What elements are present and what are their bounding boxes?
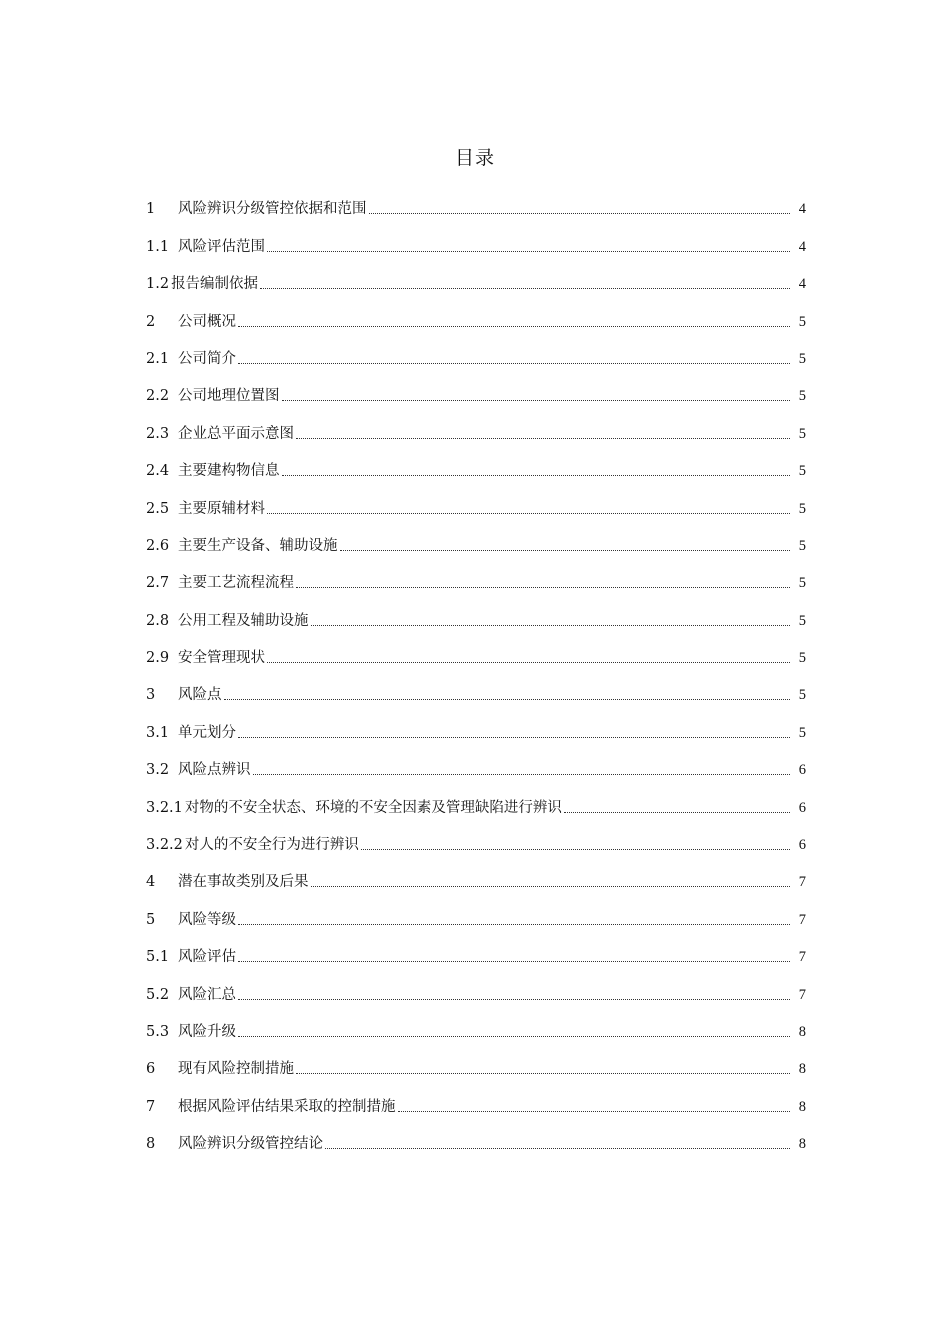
toc-dot-leader <box>238 961 790 962</box>
toc-entry-number: 2 <box>146 313 156 330</box>
toc-entry-title: 公用工程及辅助设施 <box>178 612 309 629</box>
toc-entry[interactable] <box>146 182 806 219</box>
toc-entry[interactable] <box>146 743 806 780</box>
toc-dot-leader <box>282 400 791 401</box>
toc-entry-page-number: 5 <box>798 313 806 330</box>
toc-entry[interactable] <box>146 892 806 929</box>
toc-entry-page-number: 4 <box>798 201 806 218</box>
toc-entry-page-number: 5 <box>798 463 806 480</box>
toc-entry-title: 根据风险评估结果采取的控制措施 <box>178 1098 396 1115</box>
page-title: 目录 <box>454 147 495 169</box>
toc-entry[interactable] <box>146 855 806 892</box>
toc-entry[interactable] <box>146 369 806 406</box>
toc-dot-leader <box>238 1036 790 1037</box>
toc-entry[interactable] <box>146 294 806 331</box>
toc-entry[interactable] <box>146 705 806 742</box>
toc-entry[interactable] <box>146 668 806 705</box>
toc-dot-leader <box>398 1111 791 1112</box>
toc-entry-number: 2.7 <box>146 575 170 592</box>
toc-entry-number: 5.3 <box>146 1023 170 1040</box>
toc-entry-title: 对人的不安全行为进行辨识 <box>184 837 359 854</box>
toc-entry-page-number: 5 <box>798 500 806 517</box>
toc-entry-page-number: 6 <box>798 837 806 854</box>
toc-entry-number: 5.2 <box>146 986 170 1003</box>
toc-entry[interactable] <box>146 444 806 481</box>
toc-dot-leader <box>296 438 790 439</box>
toc-dot-leader <box>267 662 790 663</box>
toc-entry-title: 风险升级 <box>178 1023 236 1040</box>
toc-entry-title: 风险点 <box>178 687 222 704</box>
toc-entry-title: 风险汇总 <box>178 986 236 1003</box>
toc-entry[interactable] <box>146 593 806 630</box>
toc-entry[interactable] <box>146 1042 806 1079</box>
toc-entry-page-number: 8 <box>798 1136 806 1153</box>
toc-entry-title: 单元划分 <box>178 724 236 741</box>
toc-dot-leader <box>311 625 791 626</box>
toc-entry-number: 2.2 <box>146 388 170 405</box>
toc-entry[interactable] <box>146 219 806 256</box>
toc-entry-page-number: 5 <box>798 350 806 367</box>
toc-entry-number: 1 <box>146 201 156 218</box>
toc-entry[interactable] <box>146 631 806 668</box>
toc-entry-title: 风险辨识分级管控依据和范围 <box>178 201 367 218</box>
toc-entry-number: 6 <box>146 1061 156 1078</box>
toc-entry-number: 2.8 <box>146 612 170 629</box>
toc-entry[interactable] <box>146 967 806 1004</box>
toc-dot-leader <box>224 699 791 700</box>
toc-entry-title: 企业总平面示意图 <box>178 425 294 442</box>
toc-dot-leader <box>238 924 790 925</box>
toc-entry-title: 公司地理位置图 <box>178 388 280 405</box>
toc-entry-title: 主要生产设备、辅助设施 <box>178 537 338 554</box>
toc-entry[interactable] <box>146 556 806 593</box>
toc-entry-page-number: 4 <box>798 276 806 293</box>
toc-dot-leader <box>238 326 790 327</box>
toc-entry-page-number: 6 <box>798 762 806 779</box>
toc-entry-title: 主要建构物信息 <box>178 463 280 480</box>
toc-entry-page-number: 8 <box>798 1061 806 1078</box>
toc-entry-number: 5 <box>146 911 156 928</box>
toc-entry-page-number: 5 <box>798 724 806 741</box>
toc-entry-number: 3.2.1 <box>146 799 183 816</box>
toc-entry-title: 潜在事故类别及后果 <box>178 874 309 891</box>
toc-entry-number: 3.2 <box>146 762 170 779</box>
toc-entry-page-number: 5 <box>798 687 806 704</box>
toc-entry[interactable] <box>146 257 806 294</box>
toc-dot-leader <box>369 213 791 214</box>
toc-entry-number: 3.2.2 <box>146 837 183 854</box>
toc-dot-leader <box>311 886 791 887</box>
toc-entry-title: 安全管理现状 <box>178 650 265 667</box>
toc-entry-page-number: 5 <box>798 388 806 405</box>
toc-entry-page-number: 4 <box>798 238 806 255</box>
toc-entry-title: 报告编制依据 <box>171 276 259 293</box>
toc-entry-number: 2.5 <box>146 500 170 517</box>
toc-entry-page-number: 5 <box>798 612 806 629</box>
toc-entry-page-number: 5 <box>798 650 806 667</box>
table-of-contents <box>146 182 806 1154</box>
toc-entry-page-number: 5 <box>798 575 806 592</box>
toc-entry-title: 现有风险控制措施 <box>178 1061 294 1078</box>
toc-entry-page-number: 7 <box>798 986 806 1003</box>
toc-entry-number: 2.4 <box>146 463 170 480</box>
toc-entry-number: 7 <box>146 1098 156 1115</box>
toc-dot-leader <box>296 587 790 588</box>
toc-entry-number: 2.3 <box>146 425 170 442</box>
toc-entry-title: 主要原辅材料 <box>178 500 265 517</box>
toc-entry-title: 风险辨识分级管控结论 <box>178 1136 323 1153</box>
toc-entry[interactable] <box>146 332 806 369</box>
toc-entry-page-number: 5 <box>798 537 806 554</box>
toc-entry-number: 3 <box>146 687 156 704</box>
toc-entry-number: 1.2 <box>146 276 170 293</box>
toc-entry-page-number: 7 <box>798 911 806 928</box>
toc-entry-page-number: 7 <box>798 874 806 891</box>
toc-dot-leader <box>253 774 791 775</box>
toc-entry-title: 主要工艺流程流程 <box>178 575 294 592</box>
toc-entry-page-number: 7 <box>798 949 806 966</box>
toc-entry-title: 风险评估 <box>178 949 236 966</box>
toc-entry-number: 1.1 <box>146 238 170 255</box>
toc-entry-number: 5.1 <box>146 949 170 966</box>
toc-entry[interactable] <box>146 1005 806 1042</box>
toc-entry[interactable] <box>146 818 806 855</box>
toc-entry-title: 公司简介 <box>178 350 236 367</box>
toc-entry-number: 2.1 <box>146 350 170 367</box>
toc-dot-leader <box>238 999 790 1000</box>
toc-dot-leader <box>361 849 790 850</box>
toc-entry-number: 4 <box>146 874 156 891</box>
toc-entry[interactable] <box>146 1117 806 1154</box>
toc-entry[interactable] <box>146 780 806 817</box>
toc-entry[interactable] <box>146 930 806 967</box>
toc-entry[interactable] <box>146 406 806 443</box>
toc-entry-page-number: 8 <box>798 1023 806 1040</box>
toc-dot-leader <box>267 251 790 252</box>
toc-dot-leader <box>296 1073 790 1074</box>
toc-entry-title: 风险点辨识 <box>178 762 251 779</box>
toc-entry-title: 风险评估范围 <box>178 238 265 255</box>
toc-entry-title: 公司概况 <box>178 313 236 330</box>
toc-dot-leader <box>564 812 790 813</box>
toc-entry-page-number: 5 <box>798 425 806 442</box>
toc-entry-title: 风险等级 <box>178 911 236 928</box>
toc-entry[interactable] <box>146 481 806 518</box>
toc-entry-number: 8 <box>146 1136 156 1153</box>
toc-entry-page-number: 6 <box>798 799 806 816</box>
toc-entry-page-number: 8 <box>798 1098 806 1115</box>
toc-entry-number: 2.9 <box>146 650 170 667</box>
toc-dot-leader <box>340 550 791 551</box>
toc-dot-leader <box>238 363 790 364</box>
toc-entry[interactable] <box>146 519 806 556</box>
toc-dot-leader <box>282 475 791 476</box>
toc-entry-number: 2.6 <box>146 537 170 554</box>
toc-entry[interactable] <box>146 1079 806 1116</box>
toc-dot-leader <box>267 513 790 514</box>
toc-entry-title: 对物的不安全状态、环境的不安全因素及管理缺陷进行辨识 <box>184 799 562 816</box>
toc-dot-leader <box>238 737 790 738</box>
toc-dot-leader <box>260 288 790 289</box>
toc-dot-leader <box>325 1148 790 1149</box>
toc-entry-number: 3.1 <box>146 724 170 741</box>
